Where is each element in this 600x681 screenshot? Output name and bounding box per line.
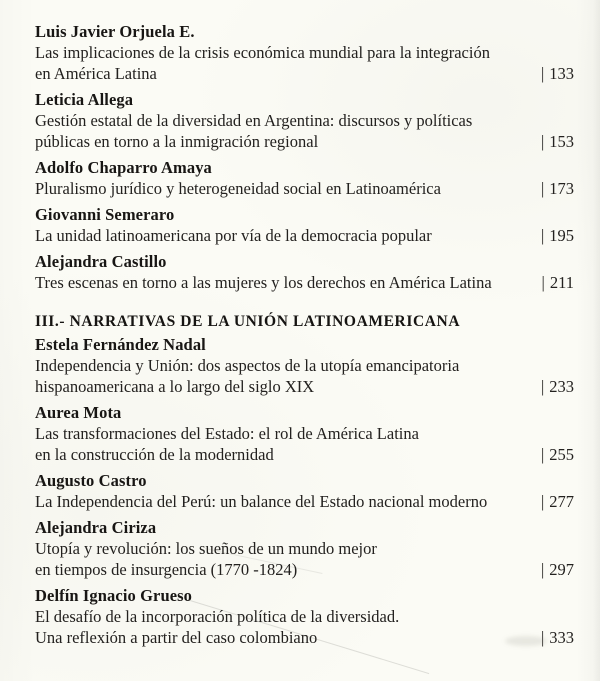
- entry-title-line: El desafío de la incorporación política de la diversidad.: [35, 607, 400, 626]
- entry-title-text: en tiempos de insurgencia (1770 -1824): [35, 560, 298, 579]
- entry-title-last-line: [35, 559, 574, 580]
- page-number-ref: [541, 444, 574, 465]
- entry-title-text: La Independencia del Perú: un balance del Estado nacional moderno: [35, 492, 488, 511]
- toc-list: [35, 21, 574, 653]
- page-number-ref: [542, 272, 574, 293]
- entry-author: Augusto Castro: [35, 471, 147, 490]
- entry-author: Aurea Mota: [35, 403, 122, 422]
- entry-title-text: Tres escenas en torno a las mujeres y los derechos en América Latina: [35, 273, 492, 292]
- entry-title-text: hispanoamericana a lo largo del siglo XIX: [35, 377, 315, 396]
- entry-title-text: en la construcción de la modernidad: [35, 445, 274, 464]
- page-separator-bar: |: [540, 445, 545, 464]
- entry-author: Adolfo Chaparro Amaya: [35, 158, 212, 177]
- page-number-ref: [541, 491, 574, 512]
- toc-entry: [35, 334, 574, 397]
- toc-entry: [35, 89, 574, 152]
- entry-title-last-line: [35, 444, 574, 465]
- page-number-ref: [541, 178, 574, 199]
- page-separator-bar: |: [540, 492, 545, 511]
- entry-author: Delfín Ignacio Grueso: [35, 586, 193, 605]
- toc-entry: [35, 21, 574, 84]
- entry-title-line: Utopía y revolución: los sueños de un mundo mejor: [35, 539, 377, 558]
- entry-title-last-line: [35, 272, 574, 293]
- page-separator-bar: |: [540, 377, 545, 396]
- entry-title-last-line: [35, 131, 574, 152]
- entry-title-last-line: [35, 376, 574, 397]
- toc-entry: [35, 402, 574, 465]
- page-number: 233: [549, 377, 574, 396]
- entry-author: Alejandra Ciriza: [35, 518, 157, 537]
- entry-title-last-line: [35, 627, 574, 648]
- page-number: 277: [549, 492, 574, 511]
- entry-title-last-line: [35, 178, 574, 199]
- page-separator-bar: |: [540, 560, 545, 579]
- entry-title-line: Independencia y Unión: dos aspectos de la utopía emancipatoria: [35, 356, 460, 375]
- page-number: 133: [549, 64, 574, 83]
- toc-entry: [35, 585, 574, 648]
- page-separator-bar: |: [540, 179, 545, 198]
- page-edge-shading: [593, 0, 600, 681]
- entry-author: Luis Javier Orjuela E.: [35, 22, 195, 41]
- entry-title-last-line: [35, 491, 574, 512]
- page-number: 173: [549, 179, 574, 198]
- entry-title-text: en América Latina: [35, 64, 157, 83]
- page-number-ref: [541, 559, 574, 580]
- page-number-ref: [541, 376, 574, 397]
- page-number-ref: [541, 63, 574, 84]
- entry-author: Giovanni Semeraro: [35, 205, 175, 224]
- page-separator-bar: |: [540, 226, 545, 245]
- toc-entry: [35, 204, 574, 246]
- page-separator-bar: |: [540, 628, 545, 647]
- page-number: 333: [549, 628, 574, 647]
- page-separator-bar: |: [540, 64, 545, 83]
- entry-title-last-line: [35, 63, 574, 84]
- section-heading: III.- NARRATIVAS DE LA UNIÓN LATINOAMERICANA: [35, 313, 461, 330]
- entry-title-last-line: [35, 225, 574, 246]
- page-separator-bar: |: [540, 132, 545, 151]
- page-separator-bar: |: [541, 273, 545, 292]
- page-number-ref: [541, 627, 574, 648]
- entry-title-line: Las transformaciones del Estado: el rol de América Latina: [35, 424, 419, 443]
- entry-title-text: Pluralismo jurídico y heterogeneidad social en Latinoamérica: [35, 179, 441, 198]
- toc-entry: [35, 157, 574, 199]
- entry-title-line: Las implicaciones de la crisis económica mundial para la integración: [35, 43, 490, 62]
- toc-entry: [35, 517, 574, 580]
- page-number: 255: [549, 445, 574, 464]
- entry-title-line: Gestión estatal de la diversidad en Argentina: discursos y políticas: [35, 111, 473, 130]
- toc-entry: [35, 470, 574, 512]
- toc-entry: [35, 251, 574, 293]
- entry-title-text: públicas en torno a la inmigración regional: [35, 132, 319, 151]
- entry-title-text: Una reflexión a partir del caso colombiano: [35, 628, 318, 647]
- page-number: 211: [549, 273, 574, 292]
- page-number-ref: [541, 131, 574, 152]
- page-number: 153: [549, 132, 574, 151]
- page-number: 195: [549, 226, 574, 245]
- page-number: 297: [549, 560, 574, 579]
- entry-author: Alejandra Castillo: [35, 252, 167, 271]
- page-number-ref: [541, 225, 574, 246]
- entry-title-text: La unidad latinoamericana por vía de la democracia popular: [35, 226, 432, 245]
- entry-author: Leticia Allega: [35, 90, 134, 109]
- entry-author: Estela Fernández Nadal: [35, 335, 206, 354]
